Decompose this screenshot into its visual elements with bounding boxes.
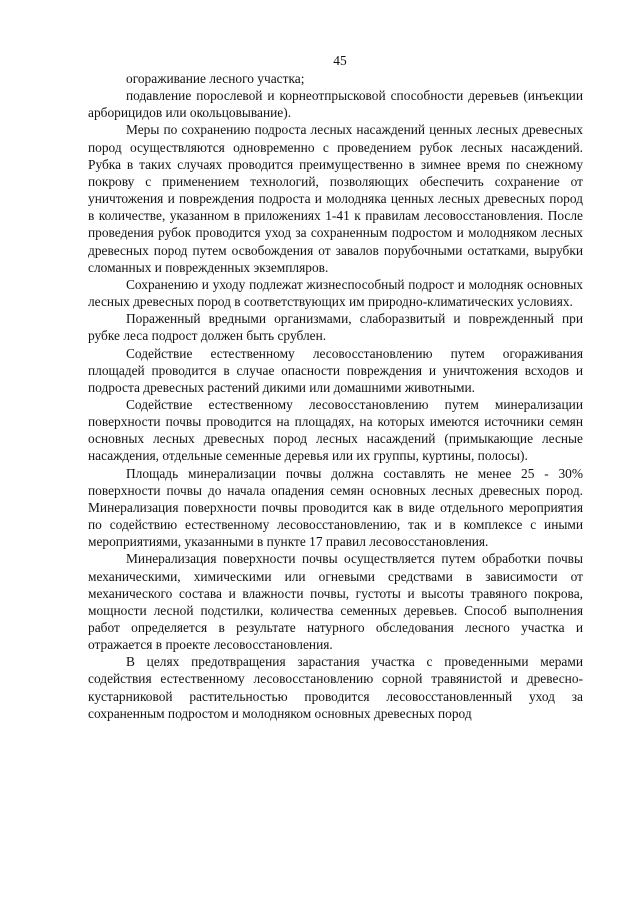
paragraph: Площадь минерализации почвы должна составлять не менее 25 - 30% поверхности почвы до начала опадения семян основных лесных древесных пород. Минерализация поверхности почвы проводится как в виде отдельного мероприятия по содействию естественному лесовосстановлению, так и в комплексе с иными мероприятиями, указанными в пункте 17 правил лесовосстановления.: [88, 465, 583, 550]
paragraph: огораживание лесного участка;: [126, 71, 305, 86]
page-number: 45: [333, 53, 347, 68]
paragraph: Пораженный вредными организмами, слаборазвитый и поврежденный при рубке леса подрост должен быть срублен.: [88, 311, 583, 344]
paragraph: Минерализация поверхности почвы осуществляется путем обработки почвы механическими, химическими или огневыми средствами в зависимости от механического состава и влажности почвы, густоты и высоты травяного покрова, мощности лесной подстилки, количества семенных деревьев. Способ выполнения работ определяется в результате натурного обследования лесного участка и отражается в проекте лесовосстановления.: [88, 551, 583, 653]
paragraph: Меры по сохранению подроста лесных насаждений ценных лесных древесных пород осуществляются одновременно с проведением рубок лесных насаждений. Рубка в таких случаях проводится преимущественно в зимнее время по снежному покрову с применением технологий, позволяющих обеспечить сохранение от уничтожения и повреждения подроста и молодняка ценных лесных древесных пород в количестве, указанном в приложениях 1-41 к правилам лесовосстановления. После проведения рубок проводится уход за сохраненным подростом и молодняком лесных древесных пород путем освобождения от завалов порубочными остатками, вырубки сломанных и поврежденных экземпляров.: [88, 122, 583, 275]
paragraph: Содействие естественному лесовосстановлению путем минерализации поверхности почвы проводится на площадях, на которых имеются источники семян основных лесных древесных пород лесных насаждений (примыкающие лесные насаждения, отдельные семенные деревья или их группы, куртины, полосы).: [88, 396, 583, 464]
paragraph: подавление порослевой и корнеотпрысковой способности деревьев (инъекции арборицидов или окольцовывание).: [88, 88, 583, 121]
document-body: [88, 70, 583, 722]
paragraph: В целях предотвращения зарастания участка с проведенными мерами содействия естественному лесовосстановлению сорной травянистой и древесно-кустарниковой растительностью проводится лесовосстановленный уход за сохраненным подростом и молодняком основных древесных пород: [88, 654, 583, 721]
paragraph: Сохранению и уходу подлежат жизнеспособный подрост и молодняк основных лесных древесных пород в соответствующих им природно-климатических условиях.: [88, 276, 583, 310]
paragraph: Содействие естественному лесовосстановлению путем огораживания площадей проводится в случае опасности повреждения и уничтожения всходов и подроста древесных растений дикими или домашними животными.: [88, 345, 583, 395]
